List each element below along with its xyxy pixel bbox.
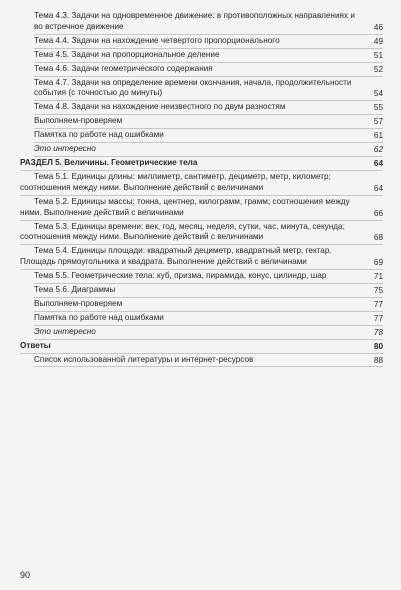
toc-entry (34, 284, 383, 298)
toc-entry-title: Это интересно (34, 144, 96, 154)
toc-entry (20, 157, 383, 171)
toc-entry-title: Выполняем-проверяем (34, 116, 123, 126)
toc-entry (20, 171, 383, 196)
toc-entry (34, 326, 383, 340)
toc-entry (20, 245, 383, 270)
toc-entry (34, 143, 383, 157)
toc-entry-title: Тема 4.7. Задачи на определение времени окончания, начала, продолжительности события (с точностью до минуты) (34, 77, 352, 98)
toc-entry-title: РАЗДЕЛ 5. Величины. Геометрические тела (20, 157, 198, 167)
toc-entry (34, 312, 383, 326)
toc-entry-page: 77 (373, 313, 383, 323)
toc-entry-title: Тема 4.6. Задачи геометрического содержания (34, 63, 213, 73)
toc-entry (34, 10, 383, 35)
toc-entry (34, 115, 383, 129)
toc-entry-page: 61 (373, 131, 383, 141)
toc-entry-page: 69 (373, 258, 383, 268)
toc-entry-page: 62 (373, 145, 383, 155)
page-number: 90 (20, 570, 31, 580)
toc-entry-page: 71 (373, 272, 383, 282)
table-of-contents (20, 10, 383, 367)
toc-entry-page: 64 (373, 183, 383, 193)
toc-entry-title: Список использованной литературы и интернет-ресурсов (34, 354, 254, 364)
toc-entry-page: 51 (373, 50, 383, 60)
toc-entry-title: Выполняем-проверяем (34, 298, 123, 308)
toc-entry-page: 88 (373, 355, 383, 365)
toc-entry (20, 221, 383, 246)
toc-entry (20, 340, 383, 354)
toc-entry-title: Тема 5.3. Единицы времени: век, год, месяц, неделя, сутки, час, минута, секунда; соотношения между ними. Выполнение действий с величинами (20, 221, 345, 242)
toc-entry (34, 101, 383, 115)
toc-entry-page: 54 (373, 89, 383, 99)
toc-entry (20, 196, 383, 221)
toc-entry-page: 80 (373, 341, 383, 351)
toc-entry (34, 298, 383, 312)
toc-entry-page: 49 (373, 36, 383, 46)
toc-entry-page: 66 (373, 208, 383, 218)
toc-entry (34, 129, 383, 143)
toc-entry-title: Тема 5.4. Единицы площади: квадратный дециметр, квадратный метр, гектар. Площадь прямоугольника и квадрата. Выполнение действий с величинами (20, 246, 332, 267)
toc-entry-page: 68 (373, 233, 383, 243)
toc-entry-title: Тема 4.4. Задачи на нахождение четвертого пропорционального (34, 35, 280, 45)
toc-entry-title: Памятка по работе над ошибками (34, 130, 164, 140)
toc-entry-page: 52 (373, 64, 383, 74)
toc-entry-page: 64 (373, 158, 383, 168)
toc-entry (34, 49, 383, 63)
toc-entry (34, 35, 383, 49)
toc-entry-page: 55 (373, 103, 383, 113)
toc-entry-title: Тема 5.6. Диаграммы (34, 285, 116, 295)
toc-entry (34, 77, 383, 102)
toc-entry-title: Тема 5.1. Единицы длины: миллиметр, сантиметр, дециметр, метр, километр; соотношения между ними. Выполнение действий с величинами (20, 171, 331, 192)
toc-entry-title: Тема 4.3. Задачи на одновременное движение: в противоположных направлениях и во встречное движение (34, 11, 355, 31)
toc-entry-title: Это интересно (34, 326, 96, 336)
toc-entry-page: 46 (373, 22, 383, 32)
toc-entry-title: Тема 4.5. Задачи на пропорциональное деление (34, 49, 220, 59)
toc-entry-page: 75 (373, 286, 383, 296)
toc-entry-title: Памятка по работе над ошибками (34, 312, 164, 322)
toc-entry-title: Ответы (20, 340, 51, 350)
toc-entry-page: 77 (373, 299, 383, 309)
toc-entry-page: 78 (373, 327, 383, 337)
toc-entry (34, 270, 383, 284)
toc-entry-title: Тема 5.2. Единицы массы: тонна, центнер, килограмм, грамм; соотношения между ними. Выполнение действий с величинами (20, 196, 350, 217)
toc-entry-page: 57 (373, 117, 383, 127)
toc-entry (34, 354, 383, 368)
toc-entry-title: Тема 4.8. Задачи на нахождение неизвестного по двум разностям (34, 102, 286, 112)
toc-entry-title: Тема 5.5. Геометрические тела: куб, призма, пирамида, конус, цилиндр, шар (34, 271, 327, 281)
toc-entry (34, 63, 383, 77)
